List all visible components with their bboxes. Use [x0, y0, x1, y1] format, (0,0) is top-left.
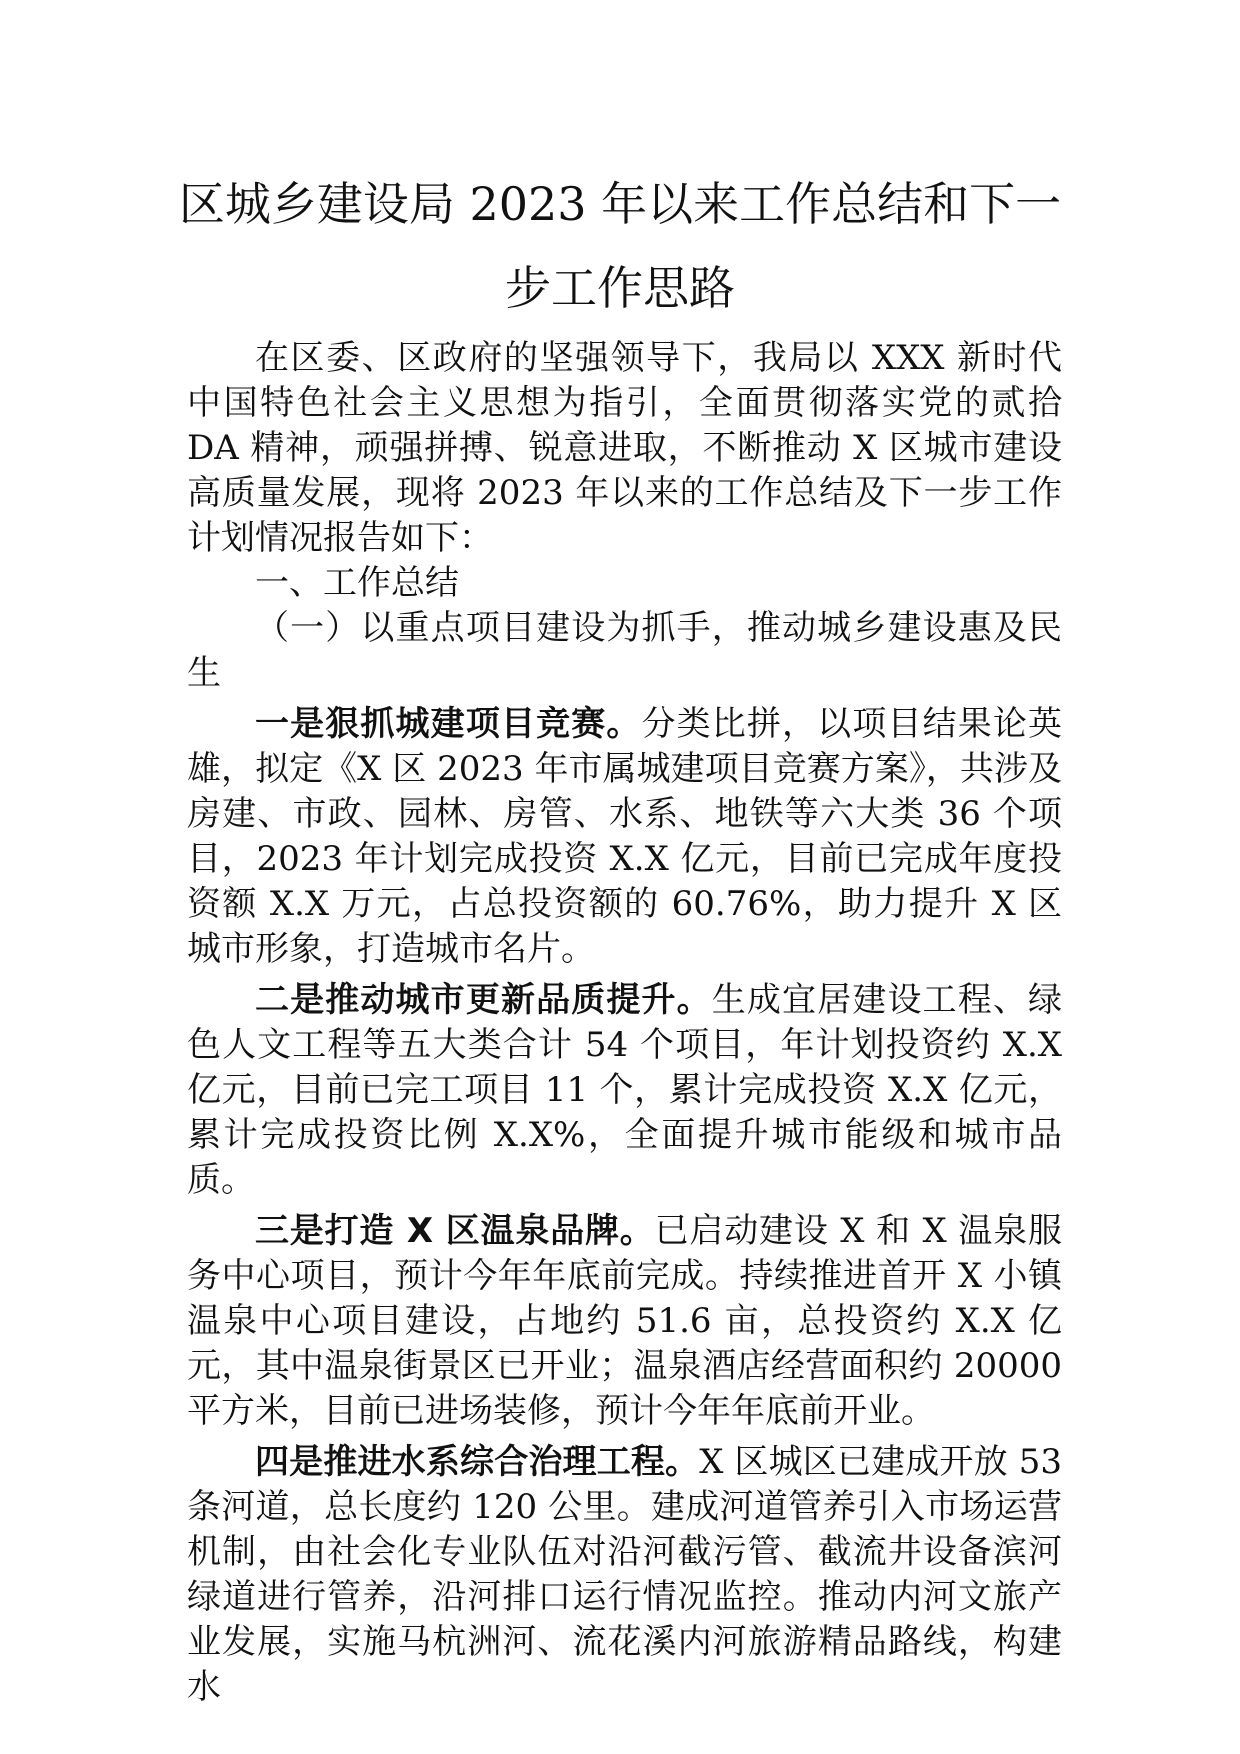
document-title-line-2: 步工作思路 [505, 261, 735, 315]
intro-paragraph: 在区委、区政府的坚强领导下，我局以 XXX 新时代中国特色社会主义思想为指引，全面贯彻落实党的贰拾 DA 精神，顽强拼搏、锐意进取，不断推动 X 区城市建设高质量发展，现将 2023 年以来的工作总结及下一步工作计划情况报告如下： [187, 338, 1062, 558]
item-lead: 三是打造 X 区温泉品牌。 [255, 1211, 655, 1251]
section-heading: 一、工作总结 [255, 563, 459, 603]
item-text: 分类比拼，以项目结果论英雄，拟定《X 区 2023 年市属城建项目竞赛方案》，共涉及房建、市政、园林、房管、水系、地铁等六大类 36 个项目，2023 年计划完成投资 X.X 亿元，目前已完成年度投资额 X.X 万元，占总投资额的 60.76%，助力提升 X 区城市形象，打造城市名片。 [187, 704, 1062, 969]
item-lead: 四是推进水系综合治理工程。 [255, 1442, 700, 1482]
document-body [187, 336, 1062, 1710]
item-paragraph [187, 1209, 1062, 1434]
item-lead: 二是推动城市更新品质提升。 [255, 980, 712, 1020]
item-paragraph [187, 978, 1062, 1203]
item-text: X 区城区已建成开放 53 条河道，总长度约 120 公里。建成河道管养引入市场运营机制，由社会化专业队伍对沿河截污管、截流井设备滨河绿道进行管养，沿河排口运行情况监控。推动内河文旅产业发展，实施马杭洲河、流花溪内河旅游精品路线，构建水 [187, 1442, 1063, 1707]
item-text: 生成宜居建设工程、绿色人文工程等五大类合计 54 个项目，年计划投资约 X.X 亿元，目前已完工项目 11 个，累计完成投资 X.X 亿元，累计完成投资比例 X.X%，全面提升城市能级和城市品质。 [187, 980, 1063, 1200]
subsection-heading: （一）以重点项目建设为抓手，推动城乡建设惠及民生 [187, 608, 1062, 693]
document-title-line-1: 区城乡建设局 2023 年以来工作总结和下一 [178, 177, 1062, 231]
item-lead: 一是狠抓城建项目竞赛。 [255, 704, 642, 744]
item-paragraph [187, 1440, 1062, 1710]
item-text: 已启动建设 X 和 X 温泉服务中心项目，预计今年年底前完成。持续推进首开 X 小镇温泉中心项目建设，占地约 51.6 亩，总投资约 X.X 亿元，其中温泉街景区已开业；温泉酒店经营面积约 20000 平方米，目前已进场装修，预计今年年底前开业。 [187, 1211, 1062, 1431]
item-paragraph [187, 702, 1062, 972]
